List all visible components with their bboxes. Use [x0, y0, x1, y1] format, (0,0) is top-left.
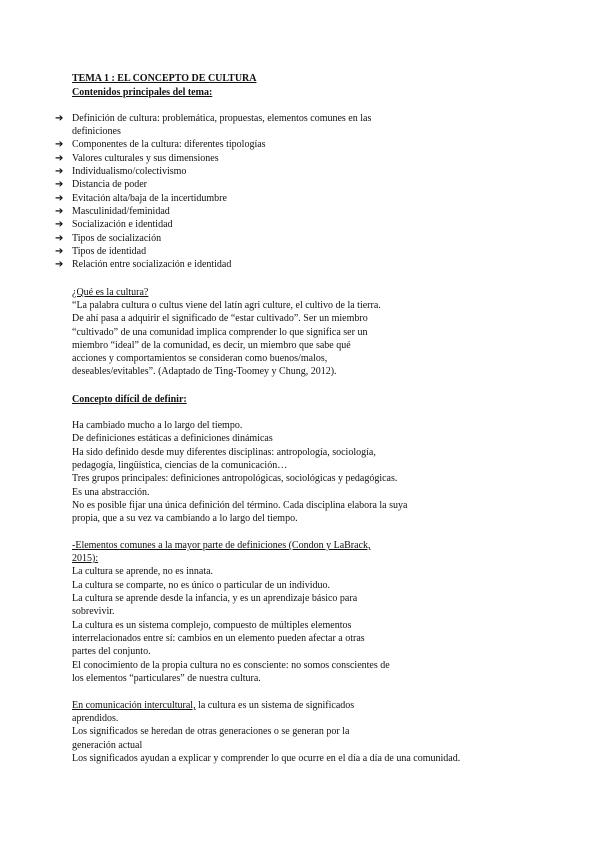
paragraph-line: La cultura se aprende, no es innata. — [72, 566, 214, 577]
paragraph-line: aprendidos. — [72, 713, 119, 724]
paragraph-line — [72, 699, 354, 712]
paragraph-line: interrelacionados entre sí: cambios en un elemento pueden afectar a otras — [72, 633, 365, 644]
paragraph-line: De definiciones estáticas a definiciones dinámicas — [72, 433, 273, 444]
paragraph-line: La cultura se comparte, no es único o particular de un individuo. — [72, 580, 330, 591]
paragraph-line: El conocimiento de la propia cultura no es consciente: no somos conscientes de — [72, 660, 390, 671]
paragraph-line: acciones y comportamientos se consideran como buenos/malos, — [72, 353, 328, 364]
list-item: Masculinidad/feminidad — [72, 206, 170, 217]
list-item: Evitación alta/baja de la incertidumbre — [72, 193, 227, 204]
right-arrow-icon: ➔ — [55, 179, 64, 190]
paragraph-line: partes del conjunto. — [72, 646, 151, 657]
list-item: Socialización e identidad — [72, 219, 173, 230]
list-item: Individualismo/colectivismo — [72, 166, 187, 177]
paragraph-line: Los significados ayudan a explicar y comprender lo que ocurre en el día a día de una comunidad. — [72, 753, 461, 764]
right-arrow-icon: ➔ — [55, 153, 64, 164]
contents-subtitle: Contenidos principales del tema: — [72, 87, 213, 98]
paragraph-line: De ahí pasa a adquirir el significado de “estar cultivado”. Ser un miembro — [72, 313, 368, 324]
paragraph-line: Es una abstracción. — [72, 487, 150, 498]
paragraph-line: Tres grupos principales: definiciones antropológicas, sociológicas y pedagógicas. — [72, 473, 398, 484]
right-arrow-icon: ➔ — [55, 246, 64, 257]
paragraph-line: sobrevivir. — [72, 606, 115, 617]
list-item: Valores culturales y sus dimensiones — [72, 153, 219, 164]
right-arrow-icon: ➔ — [55, 219, 64, 230]
section-heading: Concepto difícil de definir: — [72, 394, 187, 405]
paragraph-line: “La palabra cultura o cultus viene del latín agri culture, el cultivo de la tierra. — [72, 300, 381, 311]
list-item: Definición de cultura: problemática, propuestas, elementos comunes en las — [72, 113, 372, 124]
document-title: TEMA 1 : EL CONCEPTO DE CULTURA — [72, 73, 257, 84]
paragraph-line: “cultivado” de una comunidad implica comprender lo que significa ser un — [72, 327, 368, 338]
paragraph-line: La cultura se aprende desde la infancia, y es un aprendizaje básico para — [72, 593, 358, 604]
paragraph-line: pedagogía, lingüística, ciencias de la comunicación… — [72, 460, 288, 471]
right-arrow-icon: ➔ — [55, 193, 64, 204]
paragraph-line: La cultura es un sistema complejo, compuesto de múltiples elementos — [72, 620, 352, 631]
right-arrow-icon: ➔ — [55, 206, 64, 217]
paragraph-line: los elementos “particulares” de nuestra cultura. — [72, 673, 261, 684]
section-heading: -Elementos comunes a la mayor parte de definiciones (Condon y LaBrack, — [72, 540, 371, 551]
right-arrow-icon: ➔ — [55, 259, 64, 270]
paragraph-line: miembro “ideal” de la comunidad, es decir, un miembro que sabe qué — [72, 340, 351, 351]
list-item: Distancia de poder — [72, 179, 147, 190]
intercultural-lead: En comunicación intercultural, — [72, 700, 196, 711]
paragraph-line: No es posible fijar una única definición del término. Cada disciplina elabora la suya — [72, 500, 408, 511]
list-item: Relación entre socialización e identidad — [72, 259, 232, 270]
section-question: ¿Qué es la cultura? — [72, 287, 149, 298]
paragraph-line: deseables/evitables”. (Adaptado de Ting-Toomey y Chung, 2012). — [72, 366, 337, 377]
paragraph-line: propia, que a su vez va cambiando a lo largo del tiempo. — [72, 513, 298, 524]
right-arrow-icon: ➔ — [55, 233, 64, 244]
right-arrow-icon: ➔ — [55, 166, 64, 177]
section-heading-continuation: 2015): — [72, 553, 99, 564]
paragraph-line: Ha sido definido desde muy diferentes disciplinas: antropología, sociología, — [72, 447, 376, 458]
right-arrow-icon: ➔ — [55, 113, 64, 124]
right-arrow-icon: ➔ — [55, 139, 64, 150]
intercultural-lead-rest: la cultura es un sistema de significados — [195, 700, 355, 711]
paragraph-line: Ha cambiado mucho a lo largo del tiempo. — [72, 420, 243, 431]
paragraph-line: generación actual — [72, 740, 143, 751]
list-item: Tipos de socialización — [72, 233, 162, 244]
paragraph-line: Los significados se heredan de otras generaciones o se generan por la — [72, 726, 350, 737]
list-item: Tipos de identidad — [72, 246, 147, 257]
list-item-continuation: definiciones — [72, 126, 121, 137]
list-item: Componentes de la cultura: diferentes tipologías — [72, 139, 266, 150]
